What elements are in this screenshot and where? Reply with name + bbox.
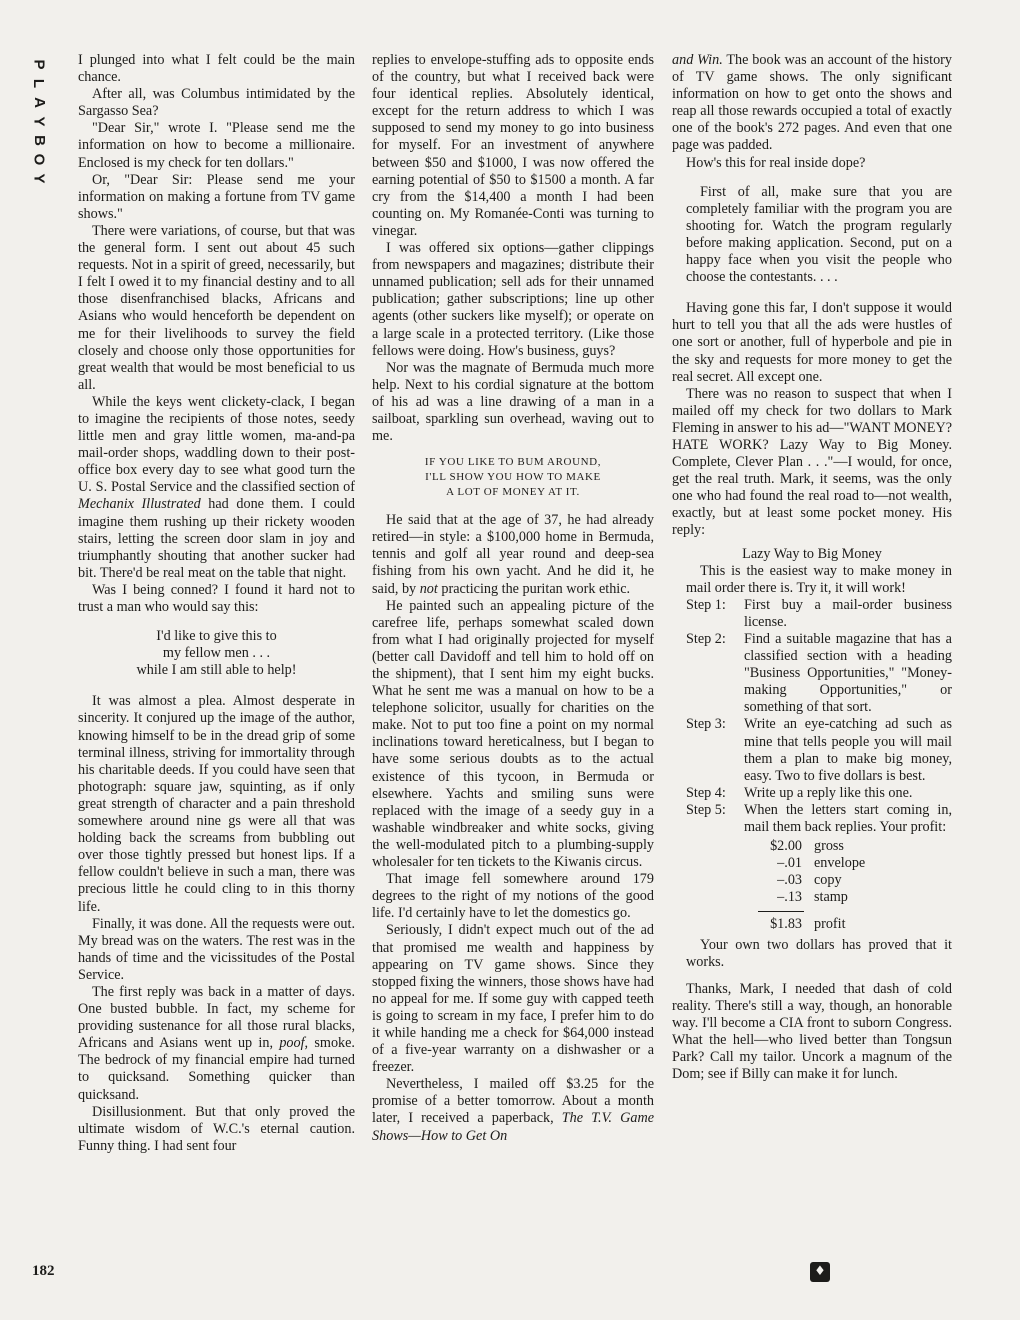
excerpt-text: First of all, make sure that you are completely familiar with the program you are shooting for. Watch the program regularly before making application. Second, put on a happy face when you visit the people who choose the contestants. . . .	[686, 183, 952, 286]
ad-line: I'LL SHOW YOU HOW TO MAKE	[425, 471, 601, 484]
step-number: Step 2:	[686, 631, 726, 647]
text-run: practicing the puritan work ethic.	[437, 580, 631, 597]
profit-label: envelope	[814, 855, 866, 872]
paragraph: How's this for real inside dope?	[686, 154, 866, 171]
reply-letter	[686, 563, 952, 971]
text-run: Nevertheless, I mailed off $3.25 for the promise of a better tomorrow. About a month later, I received a paperback,	[372, 1076, 654, 1127]
step-item	[686, 716, 952, 784]
paragraph	[78, 984, 355, 1104]
paragraph: That image fell somewhere around 179 degrees to the right of my notions of the good life. I'd certainly have to let the domestics go.	[372, 871, 654, 922]
ad-line: IF YOU LIKE TO BUM AROUND,	[424, 456, 602, 469]
paragraph	[372, 512, 654, 597]
profit-row	[758, 889, 952, 906]
step-number: Step 5:	[686, 801, 726, 818]
quote-line: I'd like to give this to	[156, 628, 277, 645]
step-text: Write an eye-catching ad such as mine that tells people you will mail them a plan to make big money, easy. Two to five dollars is best.	[744, 716, 952, 784]
masthead-letter: P	[30, 59, 48, 70]
step-item	[686, 785, 952, 802]
ad-line: A LOT OF MONEY AT IT.	[446, 486, 580, 499]
text-run: The book was an account of the history of TV game shows. The only significant information on how to get onto the shows and reap all those rewards occupied a total of exactly one of the book's 272 pages. And even that one page was padded.	[672, 52, 952, 154]
book-excerpt	[686, 184, 952, 287]
profit-amount: $2.00	[770, 838, 802, 855]
profit-amount: –.03	[777, 872, 802, 889]
paragraph: It was almost a plea. Almost desperate in sincerity. It conjured up the image of the author, knowing himself to be in the dread grip of some terminal illness, striving for immortality through his charitable deeds. If you could have seen that photograph: square jaw, squinting, as if only great strength of character and a pain threshold somewhere around nine gs were all that was holding back the screams from bubbling out over those tightly pressed but honest lips. If a fellow couldn't believe in such a man, there was precious little he could cling to in this thorny life.	[78, 693, 355, 915]
paragraph: Nor was the magnate of Bermuda much more help. Next to his cordial signature at the bottom of his ad was a line drawing of a man in a sailboat, sparkling sun overhead, waving out to me.	[372, 359, 654, 445]
profit-total-row	[758, 916, 952, 933]
profit-row	[758, 855, 952, 872]
paragraph: Having gone this far, I don't suppose it would hurt to tell you that all the ads were hustles of one sort or another, full of hyperbole and pie in the sky and requests for more money to get the real secret. All except one.	[672, 300, 952, 385]
sum-rule	[758, 911, 804, 912]
letter-outro: Your own two dollars has proved that it works.	[686, 936, 952, 970]
step-item	[686, 597, 952, 631]
profit-amount: –.13	[777, 889, 802, 906]
column-3	[672, 52, 952, 1083]
step-text: Find a suitable magazine that has a classified section with a heading "Business Opportunities," "Money-making Opportunities," or something of that sort.	[744, 631, 952, 716]
profit-total-amount: $1.83	[770, 915, 802, 932]
profit-row	[758, 838, 952, 855]
paragraph: Finally, it was done. All the requests were out. My bread was on the waters. The rest was in the hands of time and the vicissitudes of the Postal Service.	[78, 915, 355, 983]
profit-row	[758, 872, 952, 889]
step-item	[686, 631, 952, 716]
italic-title: and Win.	[672, 52, 723, 68]
step-text: When the letters start coming in, mail them back replies. Your profit:	[744, 801, 952, 836]
masthead-letter: B	[30, 135, 48, 146]
step-text: Write up a reply like this one.	[744, 784, 913, 801]
paragraph: There were variations, of course, but that was the general form. I sent out about 45 such requests. Not in a spirit of greed, necessarily, but I felt I owed it to my financial destiny and to all those disenfranchised blacks, Africans and Asians who would henceforth be dependent on me for their livelihoods to survey the field closely and choose only those opportunities for great wealth that would be most beneficial to us all.	[78, 222, 355, 393]
paragraph: After all, was Columbus intimidated by the Sargasso Sea?	[78, 86, 355, 120]
profit-label: gross	[814, 838, 844, 855]
step-text: First buy a mail-order business license.	[744, 596, 952, 630]
profit-table	[758, 838, 952, 932]
letter-intro: This is the easiest way to make money in mail order there is. Try it, it will work!	[686, 562, 952, 596]
profit-label: stamp	[814, 889, 848, 906]
masthead-letter: A	[30, 97, 48, 108]
paragraph: There was no reason to suspect that when I mailed off my check for two dollars to Mark Fleming in answer to his ad—"WANT MONEY? HATE WORK? Lazy Way to Big Money. Complete, Clever Plan . . ."—I would, for once, get the real truth. Mark, it seems, was the only one who had found the real road to—not wealth, exactly, but at least some pocket money. His reply:	[672, 385, 952, 539]
paragraph: He painted such an appealing picture of the carefree life, perhaps somewhat scaled down from what I had originally projected for myself (better call Davidoff and tell him to hold off on the shipment), that I sent him my eight bucks. What he sent me was a manual on how to be a telephone solicitor, usually for charities on the make. Not to put too fine a point on my normal inclinations toward hereticalness, but I began to have some serious doubts as to the actual existence of this tycoon, in Bermuda or elsewhere. Yachts and smiling suns were replaced with the image of a seedy guy in a washable windbreaker and white socks, giving the well-modulated pitch to a plumbing-supply wholesaler for ten tickets to the Kiwanis circus.	[372, 597, 654, 871]
paragraph: Or, "Dear Sir: Please send me your information on making a fortune from TV game shows."	[78, 171, 355, 222]
column-2	[372, 52, 654, 1145]
italic-word: not	[419, 580, 438, 597]
profit-amount: –.01	[777, 855, 802, 872]
masthead	[28, 55, 50, 188]
step-item	[686, 802, 952, 836]
paragraph: Seriously, I didn't expect much out of the ad that promised me wealth and happiness by appearing on TV game shows. Since they stopped fixing the winners, those shows have had no appeal for me. If some guy with capped teeth is going to scream in my face, I prefer him to do it while handing me a check for $64,000 instead of a five-year warranty on a dishwasher or a freezer.	[372, 922, 654, 1076]
rabbit-end-mark-icon: ♦	[810, 1262, 830, 1282]
paragraph	[372, 1076, 654, 1144]
paragraph	[78, 394, 355, 582]
step-number: Step 3:	[686, 716, 726, 733]
text-run: smoke. The bedrock of my financial empire had turned to quicksand. Something quicker than quicksand.	[78, 1035, 355, 1103]
masthead-letter: L	[30, 78, 48, 89]
profit-label: copy	[814, 872, 842, 889]
masthead-letter: Y	[30, 173, 48, 184]
paragraph: Thanks, Mark, I needed that dash of cold reality. There's still a way, though, an honorable way. I'll become a CIA front to suborn Congress. What the hell—who lived better than Tongsun Park? Call my tailor. Uncork a magnum of the Dom; see if Billy can make it for lunch.	[672, 980, 952, 1083]
italic-title: The T.V. Game Shows—How to Get On	[372, 1110, 654, 1144]
text-run: While the keys went clickety-clack, I began to imagine the recipients of those notes, seedy little men and gray little women, ma-and-pa mail-order shops, waddling down to their post-office box every day to see what good turn the U. S. Postal Service and the classified section of	[78, 393, 355, 496]
paragraph: I plunged into what I felt could be the main chance.	[78, 52, 355, 86]
text-run: The first reply was back in a matter of days. One busted bubble. In fact, my scheme for providing sustenance for all those rural blacks, Africans and Asians went up in,	[78, 983, 355, 1052]
masthead-letter: Y	[30, 116, 48, 127]
quote-line: my fellow men . . .	[162, 645, 271, 662]
text-run: He said that at the age of 37, he had already retired—in style: a $100,000 home in Bermuda, tennis and golf all year round and deep-sea fishing from his own yacht. And he did it, he said, by	[372, 512, 654, 597]
paragraph	[672, 52, 952, 155]
text-run: had done them. I could imagine them rushing up their rickety wooden stairs, letting the screen door slam in joy and triumphantly shouting that another sucker had bit. There'd be real meat on the table that night.	[78, 496, 355, 581]
italic-word: poof,	[279, 1035, 309, 1052]
quote-line: while I am still able to help!	[136, 662, 297, 679]
ad-headline	[372, 455, 654, 500]
profit-total-label: profit	[814, 915, 846, 932]
step-number: Step 4:	[686, 784, 726, 801]
column-1	[78, 52, 355, 1155]
paragraph: Disillusionment. But that only proved the ultimate wisdom of W.C.'s eternal caution. Funny thing. I had sent four	[78, 1103, 355, 1154]
ad-quote	[78, 628, 355, 679]
steps-list	[686, 597, 952, 836]
paragraph: replies to envelope-stuffing ads to opposite ends of the country, but what I received back were four identical replies. Absolutely identical, except for the return address to which I was supposed to send my money to go into business for myself. For an investment of anywhere between $50 and $1000, I was now offered the earning potential of $50 to $1500 a month. A far cry from the $14,400 a month I had been counting on. My Romanée-Conti was turning to vinegar.	[372, 52, 654, 239]
masthead-letter: O	[30, 153, 48, 166]
step-number: Step 1:	[686, 596, 726, 613]
paragraph: Was I being conned? I found it hard not to trust a man who would say this:	[78, 581, 355, 615]
letter-heading: Lazy Way to Big Money	[742, 545, 882, 562]
italic-title: Mechanix Illustrated	[78, 496, 201, 513]
page-number: 182	[32, 1263, 55, 1279]
paragraph: I was offered six options—gather clippings from newspapers and magazines; distribute their unnamed publication; sell ads for their unnamed publication; gather subscriptions; line up other agents (other suckers like myself); or operate on a large scale in a protected territory. (Like those fellows were doing. How's business, guys?	[372, 240, 654, 359]
paragraph: "Dear Sir," wrote I. "Please send me the information on how to become a millionaire. Enclosed is my check for ten dollars."	[78, 120, 355, 171]
